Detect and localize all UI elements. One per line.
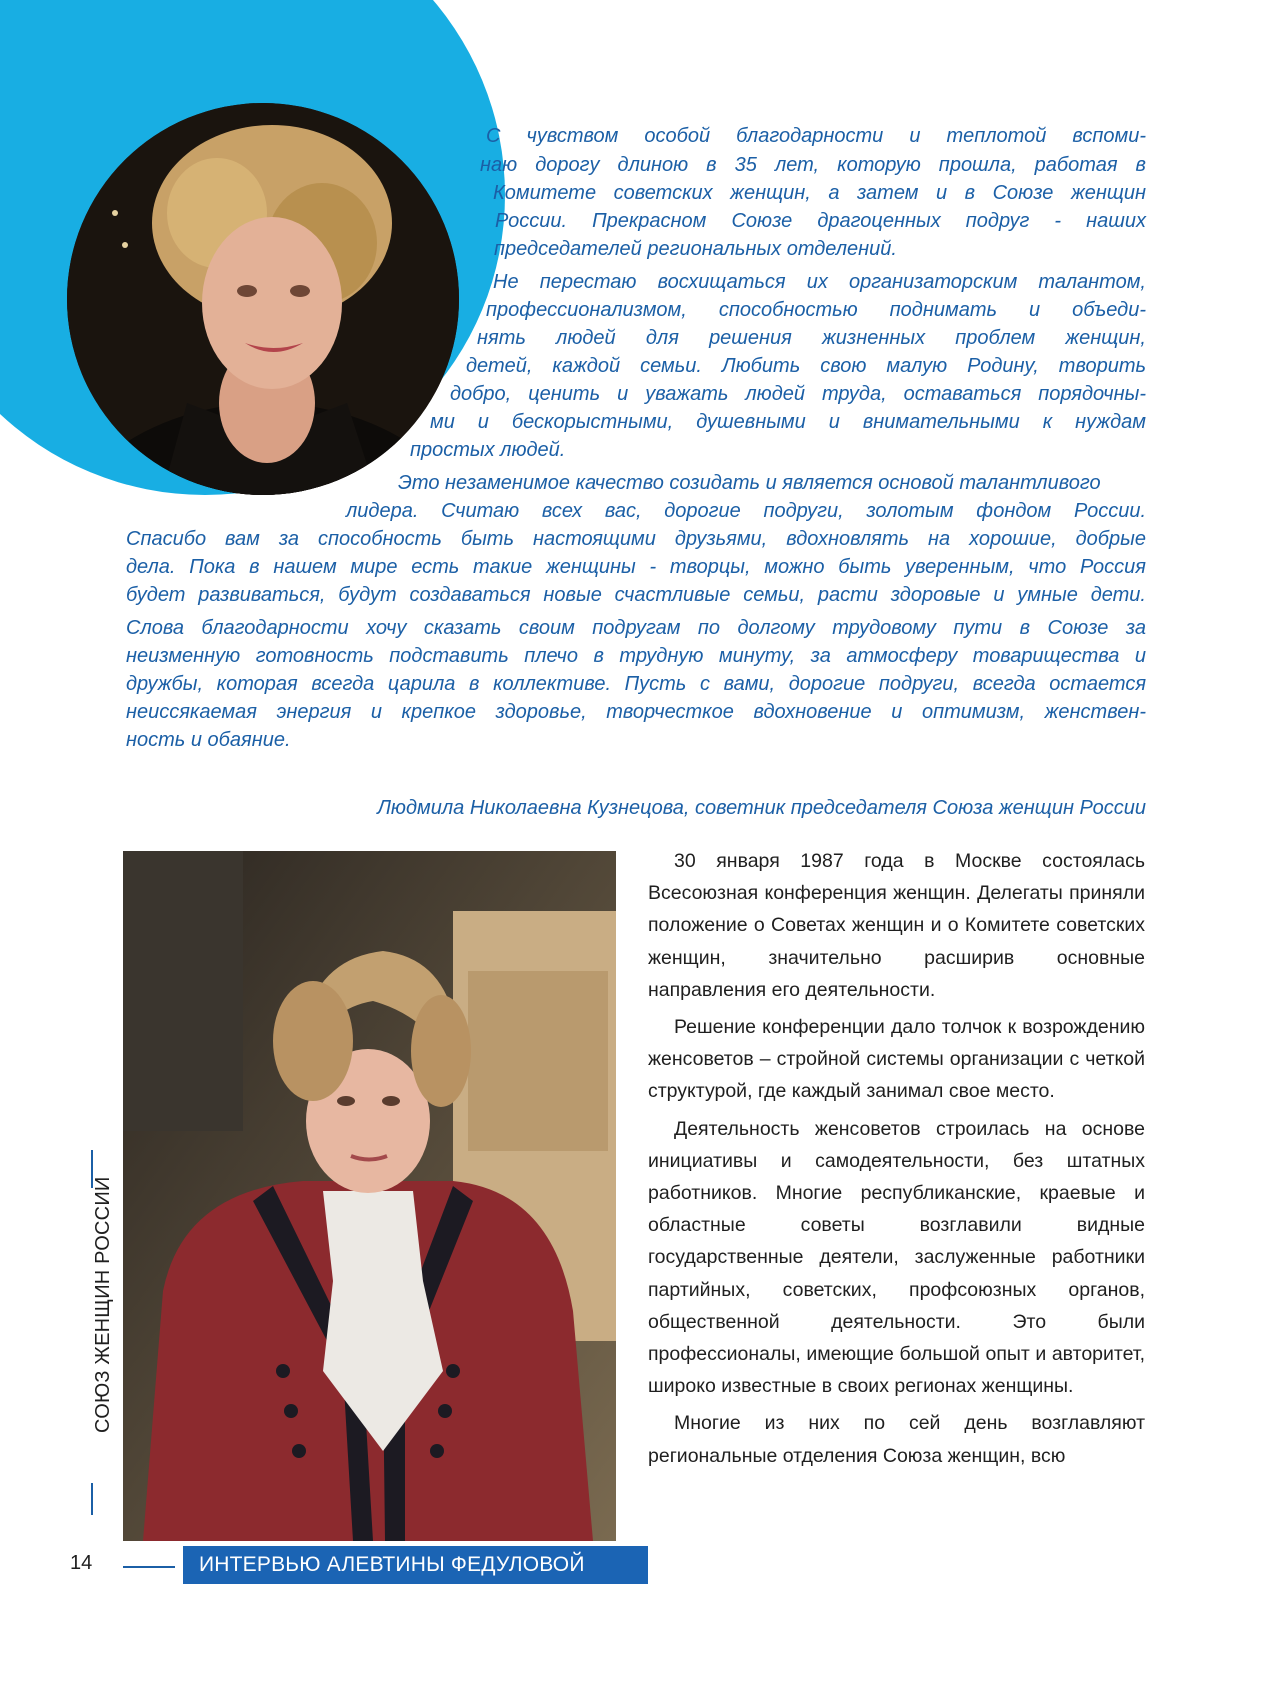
- conference-photo: [123, 851, 616, 1541]
- quote-line: наю дорогу длиною в 35 лет, которую прошла, работая в: [480, 154, 1146, 176]
- quote-line: профессионализмом, способностью поднимать и объеди-: [486, 299, 1146, 321]
- side-caption: СОЮЗ ЖЕНЩИН РОССИИ: [92, 1176, 114, 1433]
- quote-line: Это незаменимое качество созидать и является основой талантливого: [398, 472, 1101, 494]
- page-number: 14: [70, 1552, 93, 1574]
- quote-line: ми и бескорыстными, душевными и внимательными к нуждам: [430, 411, 1146, 433]
- body-paragraph: 30 января 1987 года в Москве состоялась Всесоюзная конференция женщин. Делегаты приняли положение о Советах женщин и о Комитете советских женщин, значительно расширив основные направления его деятельности.: [648, 850, 1145, 1001]
- body-text-column: [648, 845, 1145, 1477]
- body-paragraph: Деятельность женсоветов строилась на основе инициативы и самодеятельности, без штатных работников. Многие республиканские, краевые и областные советы возглавили видные государственные деятели, заслуженные работники партийных, советских, профсоюзных органов, общественной деятельности. Это были профессионалы, имеющие большой опыт и авторитет, широко известные в своих регионах женщины.: [648, 1117, 1145, 1398]
- quote-signature: Людмила Николаевна Кузнецова, советник председателя Союза женщин России: [377, 797, 1146, 819]
- quote-line: нять людей для решения жизненных проблем женщин,: [477, 327, 1146, 349]
- quote-line: дружбы, которая всегда царила в коллективе. Пусть с вами, дорогие подруги, всегда остается: [126, 673, 1146, 695]
- body-paragraph: Многие из них по сей день возглавляют региональные отделения Союза женщин, всю: [648, 1412, 1145, 1467]
- quote-line: Не перестаю восхищаться их организаторским талантом,: [493, 271, 1146, 293]
- quote-line: добро, ценить и уважать людей труда, оставаться порядочны-: [450, 383, 1146, 405]
- body-paragraph: Решение конференции дало толчок к возрождению женсоветов – стройной системы организации с четкой структурой, где каждый занимал свое место.: [648, 1016, 1145, 1103]
- quote-line: России. Прекрасном Союзе драгоценных подруг - наших: [495, 210, 1146, 232]
- quote-line: будет развиваться, будут создаваться новые счастливые семьи, расти здоровые и умные дети.: [126, 584, 1146, 606]
- quote-line: простых людей.: [410, 439, 566, 461]
- quote-line: С чувством особой благодарности и теплотой вспоми-: [486, 125, 1146, 147]
- photo-illustration: [123, 851, 616, 1541]
- quote-line: детей, каждой семьи. Любить свою малую Родину, творить: [466, 355, 1146, 377]
- side-line-bottom: [91, 1483, 93, 1515]
- portrait-photo-round: [67, 103, 459, 495]
- quote-line: Спасибо вам за способность быть настоящими друзьями, вдохновлять на хорошие, добрые: [126, 528, 1146, 550]
- quote-line: дела. Пока в нашем мире есть такие женщины - творцы, можно быть уверенным, что Россия: [126, 556, 1146, 578]
- portrait-illustration: [67, 103, 459, 495]
- footer-rule: [123, 1566, 175, 1568]
- quote-line: лидера. Считаю всех вас, дорогие подруги, золотым фондом России.: [346, 500, 1146, 522]
- footer-section-bar: [183, 1546, 648, 1584]
- footer-section-title: ИНТЕРВЬЮ АЛЕВТИНЫ ФЕДУЛОВОЙ: [199, 1553, 585, 1576]
- quote-line: ность и обаяние.: [126, 729, 291, 751]
- quote-line: Комитете советских женщин, а затем и в Союзе женщин: [493, 182, 1146, 204]
- quote-line: Слова благодарности хочу сказать своим подругам по долгому трудовому пути в Союзе за: [126, 617, 1146, 639]
- quote-line: неиссякаемая энергия и крепкое здоровье, творчесткое вдохновение и оптимизм, женствен-: [126, 701, 1146, 723]
- quote-line: неизменную готовность подставить плечо в трудную минуту, за атмосферу товарищества и: [126, 645, 1146, 667]
- quote-line: председателей региональных отделений.: [494, 238, 897, 260]
